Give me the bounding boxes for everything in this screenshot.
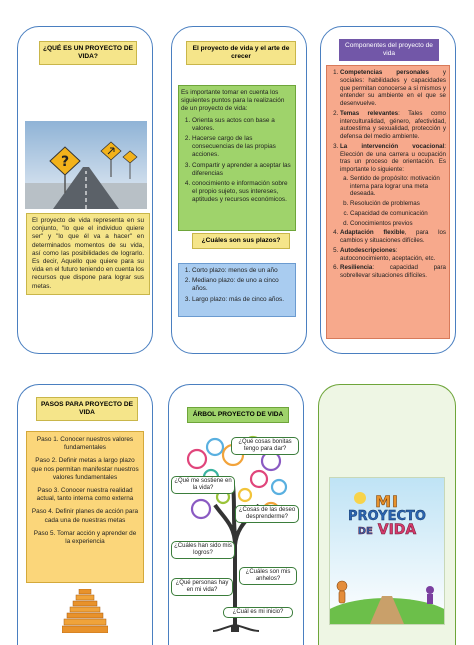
step-item: Paso 2. Definir metas a largo plazo que nos permitan manifestar nuestros valores fundamentales (31, 457, 139, 481)
cover-line-de: DE (357, 526, 373, 537)
tree-bubble: ¿Cuáles son mis anhelos? (239, 567, 297, 585)
item-text: : Tales como interculturalidad, género, afectividad, autoestima y sexualidad, protección y defensa del medio ambiente. (340, 109, 446, 140)
svg-text:?: ? (60, 154, 70, 170)
tree-bubble: ¿Qué cosas bonitas tengo para dar? (231, 437, 299, 455)
tree-image (175, 425, 297, 633)
points-box (178, 85, 296, 231)
cover-image (329, 477, 445, 625)
list-item: 3. Largo plazo: más de cinco años. (192, 296, 293, 304)
step-item: Paso 4. Definir planes de acción para cada una de nuestras metas (31, 508, 139, 524)
sub-item: a. Sentido de propósito: motivación interna para lograr una meta deseada. (350, 175, 446, 198)
list-item: 4. conocimiento e información sobre el propio sujeto, sus intereses, aptitudes y recursos económicos. (192, 180, 293, 205)
tree-bubble: ¿Qué me sostiene en la vida? (171, 476, 235, 494)
cover-line-proyecto: PROYECTO (348, 509, 426, 524)
item-head: Competencias personales (340, 69, 429, 76)
list-item (340, 229, 446, 245)
panel-componentes (320, 26, 456, 354)
definition-box (26, 213, 150, 295)
list-item (340, 143, 446, 228)
step-item: Paso 5. Tomar acción y aprender de la experiencia (33, 529, 137, 545)
item-text: : capacidad para sobrellevar situaciones difíciles. (340, 264, 446, 279)
item-head: La intervención vocacional (340, 142, 445, 150)
item-head: Temas relevantes (340, 109, 399, 117)
plazos-title: ¿Cuáles son sus plazos? (192, 233, 290, 249)
panel-portada (318, 384, 456, 645)
componentes-box (326, 65, 450, 339)
list-item (340, 69, 446, 108)
list-item (340, 264, 446, 280)
list-item: 2. Mediano plazo: de uno a cinco años. (192, 277, 293, 293)
sub-item: b. Resolución de problemas (350, 200, 446, 208)
cover-line-de-vida (330, 523, 444, 537)
sub-list (340, 175, 446, 228)
cover-line-vida: VIDA (377, 522, 417, 538)
panel-title: PASOS PARA PROYECTO DE VIDA (36, 397, 138, 421)
item-text: : Elección de una carrera u ocupación tras un proceso de orientación. Es importante lo siguiente: (340, 142, 446, 173)
step-item: Paso 3. Conocer nuestra realidad actual, tanto interna como externa (36, 486, 134, 503)
item-text: : autoconocimiento, aceptación, etc. (340, 246, 436, 262)
panel-title: ÁRBOL PROYECTO DE VIDA (187, 407, 289, 423)
cover-line-mi: MI (375, 492, 399, 511)
panel-title: El proyecto de vida y el arte de crecer (186, 41, 296, 65)
item-text: , para los cambios y situaciones difíciles. (340, 229, 446, 244)
panel-title: ¿QUÉ ES UN PROYECTO DE VIDA? (39, 41, 137, 65)
sub-item: d. Conocimientos previos (350, 220, 446, 228)
cover-title (330, 494, 444, 537)
sub-item: c. Capacidad de comunicación (350, 210, 446, 218)
panel-title: Componentes del proyecto de vida (339, 39, 439, 61)
panel-arte-de-crecer (171, 26, 307, 354)
panel-que-es-proyecto (17, 26, 153, 354)
points-list (181, 117, 293, 205)
tree-bubble: ¿Qué personas hay en mi vida? (171, 578, 233, 596)
list-item: 3. Compartir y aprender a aceptar las diferencias (192, 162, 293, 178)
item-head: Autodescripciones (340, 246, 396, 254)
points-intro: Es importante tomar en cuenta los siguientes puntos para la realización de un proyecto de vida: (181, 89, 285, 113)
road-signs-image (25, 121, 147, 209)
definition-text: El proyecto de vida representa en su conjunto, "lo que el individuo quiere ser" y "lo que él va a hacer" en determinados momentos de su vida, así como las posibilidades de lograrlo. Es decir, Aquello que quiere para su vida en el futuro teniendo en cuenta los recursos que dispone para lograr sus metas. (32, 217, 144, 290)
step-item: Paso 1. Conocer nuestros valores fundamentales (36, 436, 134, 452)
block-tower-image (62, 589, 108, 633)
panel-pasos (17, 384, 153, 645)
plazos-list (181, 267, 293, 304)
list-item (340, 247, 446, 263)
tree-bubble: ¿Cuáles han sido mis logros? (171, 541, 235, 559)
list-item (340, 110, 446, 141)
item-head: Adaptación flexible (340, 229, 405, 237)
list-item: 2. Hacerse cargo de las consecuencias de las propias acciones. (192, 135, 293, 160)
componentes-list (329, 69, 446, 280)
item-text: y sociales: habilidades y capacidades que permitan conocerse a sí mismos y entender su ambiente en el que se desenvuelve. (340, 69, 446, 107)
panel-arbol (168, 384, 304, 645)
list-item: 1. Orienta sus actos con base a valores. (192, 117, 293, 133)
list-item: 1. Corto plazo: menos de un año (192, 267, 293, 275)
item-head: Resiliencia (340, 264, 373, 272)
pasos-box (26, 431, 144, 583)
tree-bubble: ¿Cuál es mi inicio? (223, 607, 293, 618)
tree-bubble: ¿Cosas de las deseo desprenderme? (235, 505, 299, 523)
plazos-box (178, 263, 296, 317)
